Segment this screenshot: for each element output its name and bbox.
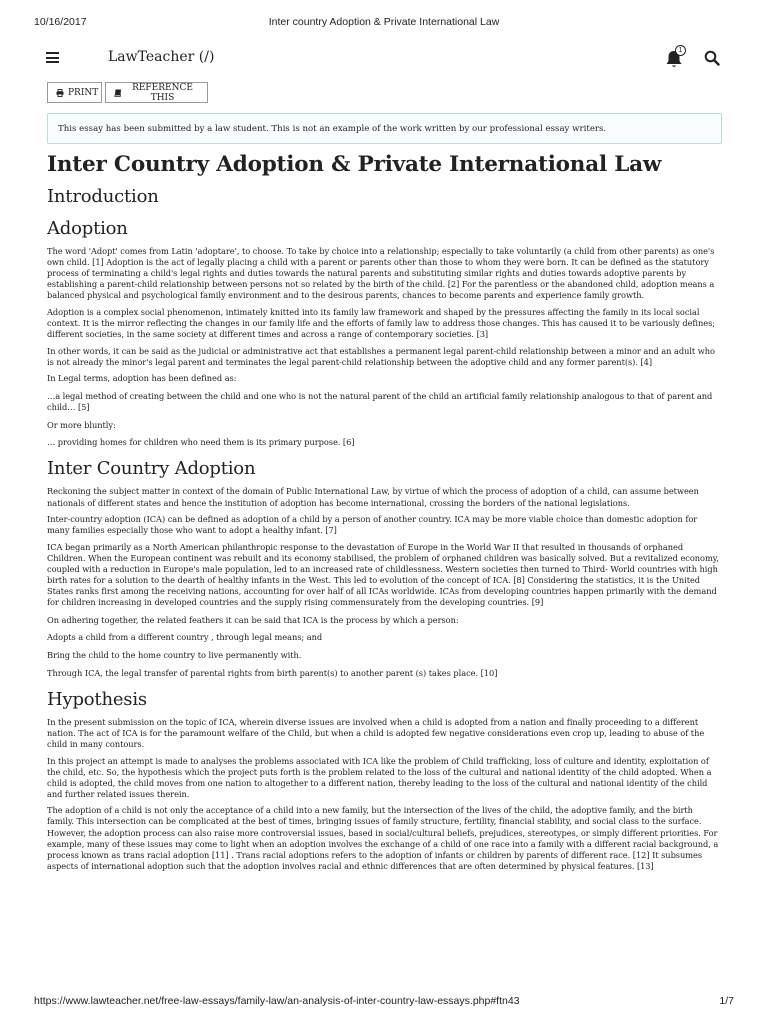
print-date: 10/16/2017 — [34, 16, 87, 28]
print-page-title: Inter country Adoption & Private International Law — [268, 16, 500, 28]
heading-inter-country-adoption: Inter Country Adoption — [47, 458, 256, 480]
print-icon — [56, 89, 64, 97]
paragraph: …a legal method of creating between the child and one who is not the natural parent of the child an artificial family relationship analogous to that of parent and child… [5] — [47, 391, 713, 413]
reference-button[interactable] — [105, 82, 208, 103]
article-title: Inter Country Adoption & Private International Law — [47, 152, 662, 177]
paragraph: The adoption of a child is not only the acceptance of a child into a new family, but the intersection of the lives of the child, the adoptive family, and the birth family. This intersection can be complicated at the best of times, bringing issues of family structure, fertility, financial stability, and social class to the surface. However, the adoption process can also raise more controversial issues, based in social/cultural beliefs, prejudices, stereotypes, or simply different priorities. For example, many of these issues may come to light when an adoption involves the exchange of a child of one race into a family with a different racial background, a process known as trans racial adoption [11] . Trans racial adoptions refers to the adoption of infants or children by parents of different race. [12] It subsumes aspects of international adoption such that the adoption involves racial and ethnic differences that are often determined by physical features. [13] — [47, 805, 719, 871]
print-page-number: 1/7 — [719, 995, 734, 1007]
menu-icon[interactable] — [46, 52, 59, 63]
print-button[interactable] — [47, 82, 102, 103]
reference-label: REFERENCE THIS — [132, 82, 193, 103]
paragraph: Adoption is a complex social phenomenon, intimately knitted into its family law framework and shaped by the pressures affecting the family in its local social context. It is the mirror reflecting the changes in our family life and the efforts of family law to address those changes. This has caused it to be variously defines; different societies, in the same society at different times and across a range of contemporary societies. [3] — [47, 306, 716, 340]
paragraph: Bring the child to the home country to live permanently with. — [47, 650, 302, 661]
paragraph: Or more bluntly: — [47, 419, 116, 430]
submission-notice: This essay has been submitted by a law student. This is not an example of the work written by our professional essay writers. — [47, 113, 722, 144]
paragraph: … providing homes for children who need them is its primary purpose. [6] — [47, 437, 355, 448]
heading-adoption: Adoption — [47, 218, 128, 239]
paragraph: Adopts a child from a different country , through legal means; and — [47, 632, 323, 643]
paragraph: Through ICA, the legal transfer of parental rights from birth parent(s) to another parent (s) takes place. [10] — [47, 667, 498, 678]
paragraph: In the present submission on the topic of ICA, wherein diverse issues are involved when a child is adopted from a nation and finally proceeding to a different nation. The act of ICA is for the paramount welfare of the Child, but when a child is adopted few negative considerations even crop up, leading to abuse of the child in many contours. — [47, 716, 705, 749]
heading-hypothesis: Hypothesis — [47, 688, 147, 710]
paragraph: In Legal terms, adoption has been defined as: — [47, 373, 237, 384]
paragraph: ICA began primarily as a North American philanthropic response to the devastation of Europe in the World War II that resulted in thousands of orphaned Children. When the European continent was rebuilt and its economy stabilised, the problem of orphaned children was basically solved. But a revitalized economy, coupled with a reduction in Europe's male population, led to an increased rate of childlessness. Western societies then turned to Third- World countries with high birth rates for a solution to the dearth of healthy infants in the West. This led to evolution of the concept of ICA. [8] Considering the statistics, it is the United States ranks first among the receiving nations, accounting for over half of all ICAs worldwide. ICAs from developing countries happen primarily with the demand for children increasing in developed countries and the supply rising commensurately from the developing countries. [9] — [47, 541, 719, 608]
notification-badge: 1 — [675, 45, 686, 56]
print-url: https://www.lawteacher.net/free-law-essays/family-law/an-analysis-of-inter-country-law-essays.php#ftn43 — [34, 995, 520, 1007]
print-footer — [34, 995, 734, 1009]
paragraph: On adhering together, the related feathers it can be said that ICA is the process by which a person: — [47, 614, 459, 625]
print-label: PRINT — [68, 87, 99, 98]
paragraph: In this project an attempt is made to analyses the problems associated with ICA like the problem of Child trafficking, loss of culture and identity, exploitation of the child, etc. So, the hypothesis which the project puts forth is the problem related to the loss of the cultural and national identity of the child adopted. When a child is adopted, the child moves from one nation to altogether to a different nation, thereby leading to the loss of the cultural and national identity of the child and further related issues therein. — [47, 755, 712, 799]
navbar — [46, 44, 722, 74]
search-icon[interactable] — [704, 50, 720, 66]
paragraph: Inter-country adoption (ICA) can be defined as adoption of a child by a person of another country. ICA may be more viable choice than domestic adoption for many families especially those who want to adopt a healthy infant. [7] — [47, 514, 698, 536]
brand-link[interactable]: LawTeacher (/) — [108, 49, 215, 65]
heading-introduction: Introduction — [47, 186, 159, 207]
book-icon — [114, 89, 122, 97]
paragraph: Reckoning the subject matter in context of the domain of Public International Law, by virtue of which the process of adoption of a child, can assume between nationals of different states and hence the institution of adoption has become international, crossing the borders of the national legislations. — [47, 486, 699, 508]
paragraph: In other words, it can be said as the judicial or administrative act that establishes a permanent legal parent-child relationship between a minor and an adult who is not already the minor's legal parent and terminates the legal parent-child relationship between the adoptive child and any former parent(s). [4] — [47, 345, 715, 367]
paragraph: The word 'Adopt' comes from Latin 'adoptare', to choose. To take by choice into a relationship; especially to take voluntarily (a child from other parents) as one's own child. [1] Adoption is the act of legally placing a child with a parent or parents other than those to whom they were born. It can be defined as the statutory process of terminating a child's legal rights and duties towards the natural parents and substituting similar rights and duties towards adoptive parents by establishing a parent-child relationship between persons not so related by the birth of the child. [2] For the parentless or the abandoned child, adoption means a balanced physical and psychological family environment and to the desirous parents, chances to become parents and experience family growth. — [47, 246, 715, 301]
article — [47, 148, 722, 872]
print-header — [34, 16, 734, 30]
